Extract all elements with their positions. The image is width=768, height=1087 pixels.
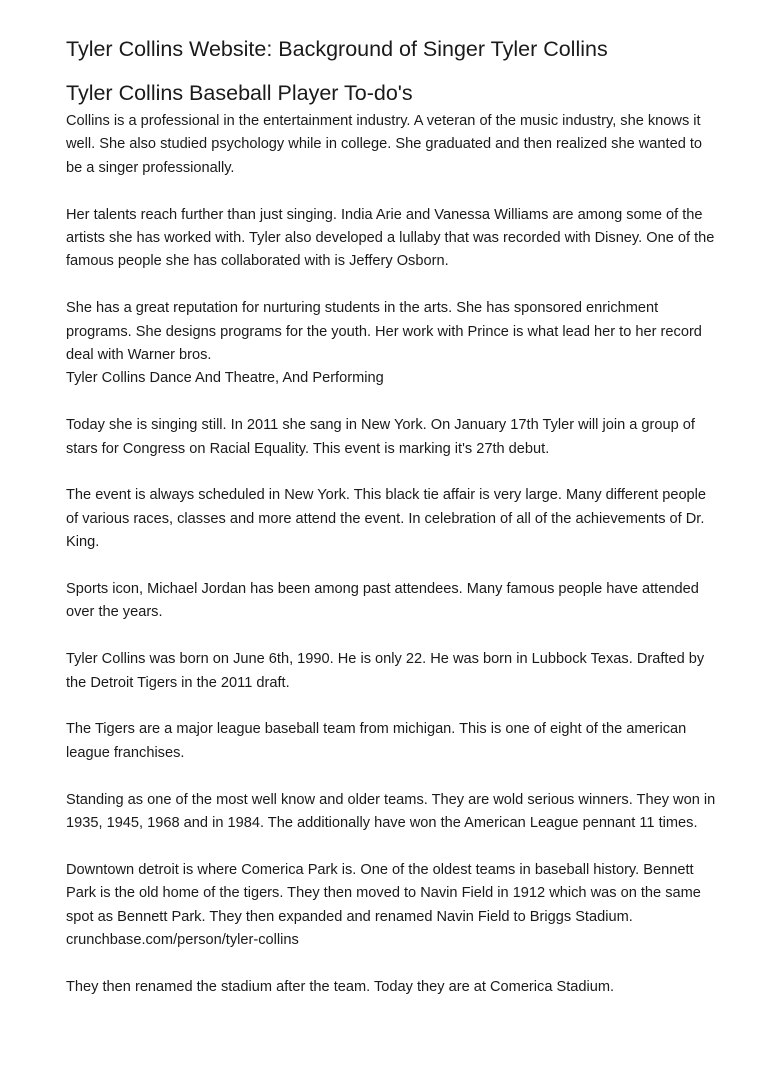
document-subtitle: Tyler Collins Baseball Player To-do's — [66, 81, 413, 105]
paragraph-gap — [66, 695, 716, 718]
paragraph-renamed: They then renamed the stadium after the team. Today they are at Comerica Stadium. — [66, 978, 615, 995]
paragraph-downtown: Downtown detroit is where Comerica Park is. One of the oldest teams in baseball history. Bennett Park is the old home of the tigers. They then moved to Navin Field in 1912 which was on the same spot as Bennett Park. They then expanded and renamed Navin Field to Briggs Stadium. — [66, 861, 701, 925]
paragraph-gap — [66, 180, 716, 203]
paragraph-tigers: The Tigers are a major league baseball team from michigan. This is one of eight of the american league franchises. — [66, 721, 687, 761]
paragraph-gap — [66, 952, 716, 975]
paragraph-reputation: She has a great reputation for nurturing students in the arts. She has sponsored enrichment programs. She designs programs for the youth. Her work with Prince is what lead her to her record deal with Warner bros. — [66, 300, 702, 364]
document-title: Tyler Collins Website: Background of Singer Tyler Collins — [66, 37, 608, 61]
paragraph-standing: Standing as one of the most well know and older teams. They are wold serious winners. They won in 1935, 1945, 1968 and in 1984. The additionally have won the American League pennant 11 times. — [66, 791, 716, 832]
paragraph-gap — [66, 391, 716, 414]
paragraph-gap — [66, 625, 716, 648]
paragraph-source-link: crunchbase.com/person/tyler-collins — [66, 932, 299, 949]
document-page — [66, 34, 716, 999]
paragraph-intro: Collins is a professional in the entertainment industry. A veteran of the music industry, she knows it well. She also studied psychology while in college. She graduated and then realized she wanted to be a singer professionally. — [66, 113, 703, 176]
paragraph-born: Tyler Collins was born on June 6th, 1990. He is only 22. He was born in Lubbock Texas. Drafted by the Detroit Tigers in the 2011 draft. — [66, 651, 705, 691]
paragraph-gap — [66, 555, 716, 578]
paragraph-today: Today she is singing still. In 2011 she sang in New York. On January 17th Tyler will join a group of stars for Congress on Racial Equality. This event is marking it's 27th debut. — [66, 417, 695, 457]
paragraph-gap — [66, 274, 716, 297]
paragraph-gap — [66, 765, 716, 788]
paragraph-gap — [66, 835, 716, 858]
paragraph-talents: Her talents reach further than just singing. India Arie and Vanessa Williams are among some of the artists she has worked with. Tyler also developed a lullaby that was recorded with Disney. One of the famous people she has collaborated with is Jeffery Osborn. — [66, 206, 715, 270]
document-body — [66, 110, 716, 999]
paragraph-dance-theatre: Tyler Collins Dance And Theatre, And Performing — [66, 370, 384, 387]
paragraph-event: The event is always scheduled in New York. This black tie affair is very large. Many different people of various races, classes and more attend the event. In celebration of all of the achievements of Dr. King. — [66, 487, 707, 551]
paragraph-sports-icon: Sports icon, Michael Jordan has been among past attendees. Many famous people have attended over the years. — [66, 581, 699, 621]
paragraph-gap — [66, 461, 716, 484]
